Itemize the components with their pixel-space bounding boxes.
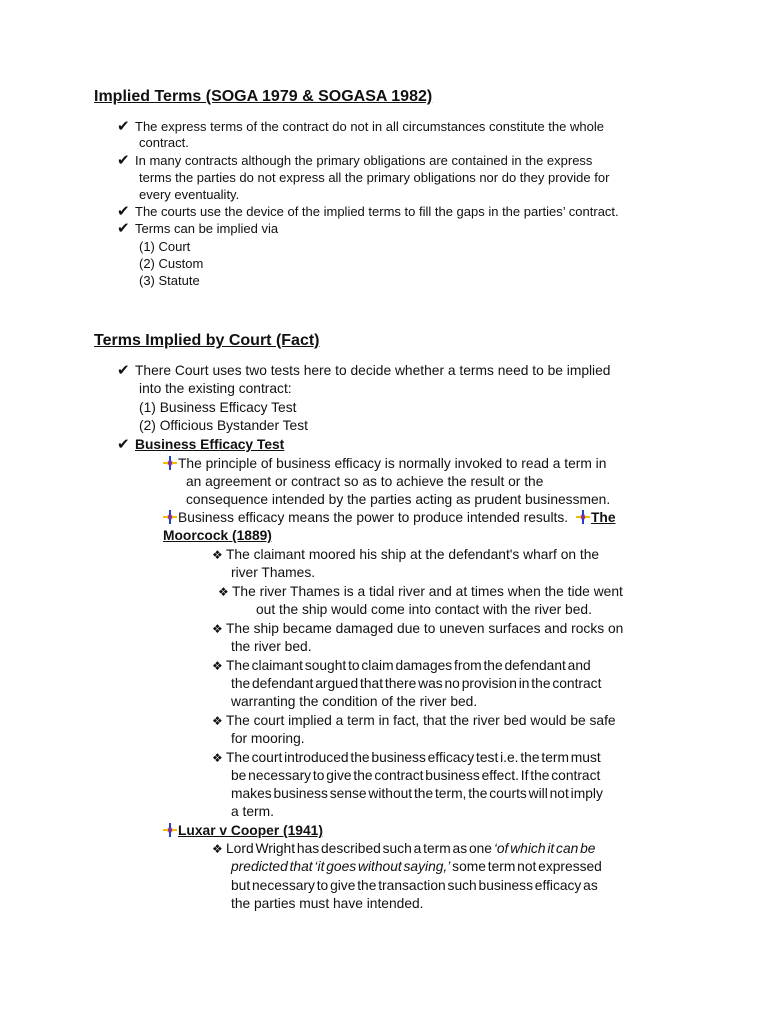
bullet-continuation: the defendant argued that there was no provision in the contract — [231, 676, 602, 691]
bullet-text: There Court uses two tests here to decide whether a terms need to be implied — [135, 363, 611, 378]
diamond-bullet-claimant-sought — [212, 657, 591, 675]
four-point-star-icon — [163, 823, 177, 837]
bullet-continuation: be necessary to give the contract business effect. If the contract — [231, 768, 601, 783]
diamond-icon: ❖ — [212, 622, 223, 636]
check-icon: ✔ — [117, 220, 130, 237]
diamond-bullet-ship-damaged — [212, 620, 623, 638]
diamond-icon: ❖ — [212, 842, 223, 856]
diamond-icon: ❖ — [212, 659, 223, 673]
quote-text: ‘of which it can be — [493, 841, 596, 856]
bullet-continuation — [231, 858, 602, 876]
four-point-star-icon — [576, 510, 590, 524]
bullet-text: Business efficacy means the power to produce intended results. — [178, 510, 569, 525]
four-point-star-icon — [163, 510, 177, 524]
case-name-moorcock: Moorcock (1889) — [163, 528, 272, 543]
list-item-officious-bystander: (2) Officious Bystander Test — [139, 418, 308, 433]
bullet-primary-obligations — [117, 152, 592, 169]
bullet-continuation: contract. — [139, 135, 189, 150]
four-point-star-icon — [163, 456, 177, 470]
bullet-continuation: terms the parties do not express all the primary obligations nor do they provide for — [139, 170, 610, 185]
bullet-continuation: consequence intended by the parties acting as prudent businessmen. — [186, 492, 611, 507]
bullet-continuation: out the ship would come into contact with the river bed. — [256, 602, 592, 617]
bullet-text: The court introduced the business efficacy test i.e. the term must — [226, 750, 601, 765]
diamond-bullet-lord-wright — [212, 840, 595, 858]
bullet-text: The river Thames is a tidal river and at times when the tide went — [232, 584, 623, 599]
bullet-text: The ship became damaged due to uneven surfaces and rocks on — [226, 621, 624, 636]
bullet-text: The courts use the device of the implied terms to fill the gaps in the parties’ contract. — [135, 204, 619, 219]
list-item-custom: (2) Custom — [139, 256, 204, 271]
check-icon: ✔ — [117, 152, 130, 169]
bullet-text: In many contracts although the primary obligations are contained in the express — [135, 153, 593, 168]
bullet-continuation: but necessary to give the transaction such business efficacy as — [231, 878, 598, 893]
list-item-business-efficacy: (1) Business Efficacy Test — [139, 400, 297, 415]
bullet-continuation: river Thames. — [231, 565, 316, 580]
diamond-bullet-tidal-river — [218, 583, 623, 601]
bullet-text: some term not expressed — [452, 859, 602, 874]
check-icon: ✔ — [117, 118, 130, 135]
subheading-business-efficacy — [117, 436, 284, 454]
list-item-court: (1) Court — [139, 239, 191, 254]
bullet-continuation: into the existing contract: — [139, 381, 292, 396]
diamond-icon: ❖ — [212, 714, 223, 728]
star-bullet-principle — [163, 455, 606, 473]
bullet-continuation: the parties must have intended. — [231, 896, 424, 911]
bullet-text: Terms can be implied via — [135, 221, 279, 236]
star-bullet-luxar-cooper — [163, 822, 323, 840]
bullet-two-tests — [117, 362, 610, 380]
bullet-text: The court implied a term in fact, that the river bed would be safe — [226, 713, 616, 728]
bullet-implied-device — [117, 203, 619, 220]
bullet-continuation: for mooring. — [231, 731, 305, 746]
list-item-statute: (3) Statute — [139, 273, 200, 288]
bullet-continuation: an agreement or contract so as to achieve the result or the — [186, 474, 544, 489]
subheading-text: Business Efficacy Test — [135, 437, 285, 452]
bullet-express-terms — [117, 118, 604, 135]
bullet-terms-via — [117, 220, 278, 237]
bullet-continuation: every eventuality. — [139, 187, 240, 202]
diamond-icon: ❖ — [212, 751, 223, 765]
bullet-text: The express terms of the contract do not in all circumstances constitute the whole — [135, 119, 604, 134]
star-bullet-meaning — [163, 509, 616, 527]
diamond-bullet-court-implied — [212, 712, 616, 730]
bullet-text: Lord Wright has described such a term as one — [226, 841, 492, 856]
diamond-bullet-court-introduced — [212, 749, 601, 767]
diamond-icon: ❖ — [212, 548, 223, 562]
section-heading-implied-terms: Implied Terms (SOGA 1979 & SOGASA 1982) — [94, 88, 433, 105]
bullet-continuation: the river bed. — [231, 639, 312, 654]
diamond-bullet-claimant-moored — [212, 546, 599, 564]
section-heading-terms-by-court: Terms Implied by Court (Fact) — [94, 332, 320, 349]
bullet-text: The claimant moored his ship at the defendant's wharf on the — [226, 547, 600, 562]
bullet-continuation: makes business sense without the term, the courts will not imply — [231, 786, 603, 801]
bullet-continuation: a term. — [231, 804, 274, 819]
check-icon: ✔ — [117, 362, 130, 379]
bullet-continuation: warranting the condition of the river bed. — [231, 694, 478, 709]
bullet-text: The claimant sought to claim damages from the defendant and — [226, 658, 591, 673]
quote-text: predicted that ‘it goes without saying,’ — [231, 859, 451, 874]
check-icon: ✔ — [117, 203, 130, 220]
check-icon: ✔ — [117, 436, 130, 453]
case-name-luxar: Luxar v Cooper (1941) — [178, 823, 323, 838]
case-name-part: The — [590, 510, 616, 525]
bullet-text: The principle of business efficacy is normally invoked to read a term in — [178, 456, 607, 471]
diamond-icon: ❖ — [218, 585, 229, 599]
